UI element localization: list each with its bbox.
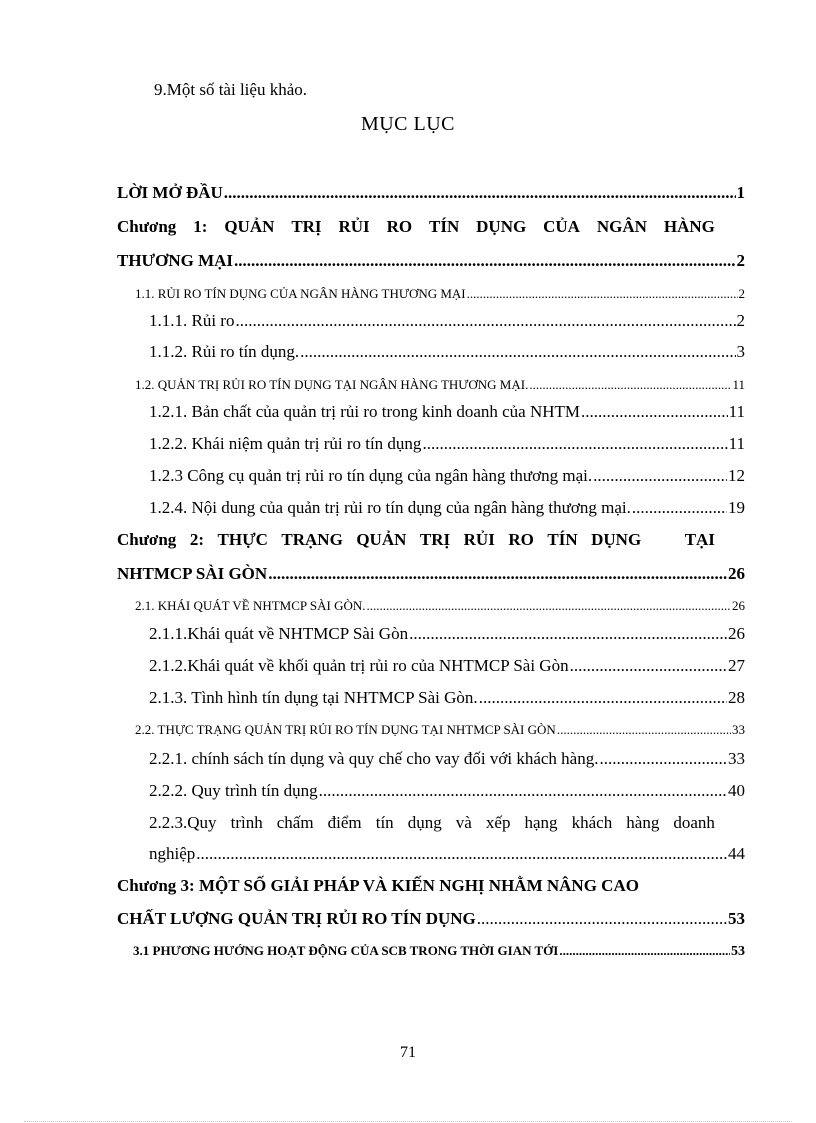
toc-entry-1-1-2[interactable]: [149, 342, 745, 362]
toc-entry-label: 2.1. KHÁI QUÁT VỀ NHTMCP SÀI GÒN.: [135, 598, 366, 613]
toc-chapter-3-line-2[interactable]: [117, 909, 745, 929]
toc-page-number: 19: [728, 498, 745, 517]
toc-entry-label: nghiệp: [149, 844, 196, 863]
toc-leader: [367, 598, 731, 614]
toc-entry-label: 1.1.1. Rủi ro: [149, 311, 235, 330]
toc-chapter-1-line-1[interactable]: Chương 1: QUẢN TRỊ RỦI RO TÍN DỤNG CỦA NGÂN HÀNG: [117, 217, 715, 236]
toc-entry-label: 1.2.4. Nội dung của quản trị rủi ro tín dụng của ngân hàng thương mại.: [149, 498, 631, 517]
toc-entry-2-2-3-line-1[interactable]: 2.2.3.Quy trình chấm điểm tín dụng và xếp hạng khách hàng doanh: [149, 813, 715, 832]
toc-entry-3-1[interactable]: [133, 943, 745, 960]
toc-page-number: 2: [736, 311, 745, 330]
toc-entry-label: 1.2.2. Khái niệm quản trị rủi ro tín dụng: [149, 434, 422, 453]
toc-page-number: 26: [732, 598, 745, 613]
toc-leader: [529, 377, 731, 393]
toc-entry-loi-mo-dau[interactable]: [117, 183, 745, 203]
toc-entry-label: 1.2.3 Công cụ quản trị rủi ro tín dụng của ngân hàng thương mại.: [149, 466, 593, 485]
toc-page-number: 11: [728, 402, 745, 421]
toc-leader: [479, 688, 727, 708]
toc-entry-2-2-2[interactable]: [149, 781, 745, 801]
toc-entry-1-2-1[interactable]: [149, 402, 745, 422]
toc-leader: [224, 183, 736, 203]
toc-page-number: 33: [732, 722, 745, 737]
toc-entry-label: 2.1.1.Khái quát về NHTMCP Sài Gòn: [149, 624, 409, 643]
toc-chapter-1-line-2[interactable]: [117, 251, 745, 271]
toc-leader: [593, 466, 727, 486]
toc-page-number: 26: [728, 624, 745, 643]
toc-leader: [268, 564, 727, 584]
toc-page-number: 53: [728, 909, 745, 928]
toc-page-number: 3: [736, 342, 745, 361]
toc-page-number: 26: [728, 564, 745, 583]
toc-page-number: 40: [728, 781, 745, 800]
toc-entry-2-1-1[interactable]: [149, 624, 745, 644]
toc-leader: [235, 311, 735, 331]
toc-page-number: 33: [728, 749, 745, 768]
toc-entry-label: 1.2.1. Bản chất của quản trị rủi ro trong kinh doanh của NHTM: [149, 402, 581, 421]
toc-entry-label: 2.2. THỰC TRẠNG QUẢN TRỊ RỦI RO TÍN DỤNG TẠI NHTMCP SÀI GÒN: [135, 722, 556, 737]
page-number: 71: [400, 1044, 416, 1061]
toc-leader: [559, 943, 730, 959]
toc-chapter-2-line-2[interactable]: [117, 564, 745, 584]
toc-entry-label: NHTMCP SÀI GÒN: [117, 564, 268, 583]
toc-leader: [599, 749, 727, 769]
toc-entry-1-2[interactable]: [135, 377, 745, 393]
toc-entry-2-1-3[interactable]: [149, 688, 745, 708]
toc-entry-2-1-2[interactable]: [149, 656, 745, 676]
toc-entry-2-2-1[interactable]: [149, 749, 745, 769]
toc-leader: [467, 286, 738, 302]
toc-entry-label: 2.1.3. Tình hình tín dụng tại NHTMCP Sài Gòn.: [149, 688, 478, 707]
toc-entry-label: LỜI MỞ ĐẦU: [117, 183, 223, 202]
toc-page-number: 2: [738, 286, 745, 301]
toc-entry-label: 3.1 PHƯƠNG HƯỚNG HOẠT ĐỘNG CỦA SCB TRONG THỜI GIAN TỚI: [133, 943, 559, 958]
toc-entry-label: 2.1.2.Khái quát về khối quản trị rủi ro của NHTMCP Sài Gòn: [149, 656, 569, 675]
toc-page-number: 2: [736, 251, 745, 270]
toc-entry-2-1[interactable]: [135, 598, 745, 614]
toc-entry-label: 1.2. QUẢN TRỊ RỦI RO TÍN DỤNG TẠI NGÂN HÀNG THƯƠNG MẠI.: [135, 377, 529, 392]
toc-leader: [196, 844, 727, 864]
toc-entry-2-2[interactable]: [135, 722, 745, 738]
intro-text: 9.Một số tài liệu khảo.: [154, 80, 307, 99]
toc-leader: [632, 498, 727, 518]
toc-leader: [581, 402, 728, 422]
toc-page-number: 53: [731, 944, 745, 959]
toc-page-number: 27: [728, 656, 745, 675]
toc-page-number: 44: [728, 844, 745, 863]
toc-chapter-3-line-1[interactable]: Chương 3: MỘT SỐ GIẢI PHÁP VÀ KIẾN NGHỊ NHẰM NÂNG CAO: [117, 876, 639, 895]
toc-page-number: 11: [732, 377, 745, 392]
toc-leader: [570, 656, 727, 676]
toc-entry-1-2-3[interactable]: [149, 466, 745, 486]
toc-entry-label: CHẤT LƯỢNG QUẢN TRỊ RỦI RO TÍN DỤNG: [117, 909, 476, 928]
toc-entry-1-1[interactable]: [135, 286, 745, 302]
page-title: MỤC LỤC: [360, 113, 456, 135]
toc-page-number: 1: [736, 183, 745, 202]
toc-entry-label: 1.1.2. Rủi ro tín dụng.: [149, 342, 300, 361]
toc-entry-label: THƯƠNG MẠI: [117, 251, 234, 270]
toc-leader: [234, 251, 735, 271]
toc-leader: [300, 342, 735, 362]
toc-page-number: 12: [728, 466, 745, 485]
toc-leader: [409, 624, 727, 644]
toc-entry-2-2-3-line-2[interactable]: [149, 844, 745, 864]
toc-leader: [477, 909, 727, 929]
toc-page-number: 28: [728, 688, 745, 707]
toc-entry-label: 2.2.1. chính sách tín dụng và quy chế cho vay đối với khách hàng.: [149, 749, 599, 768]
toc-entry-1-2-2[interactable]: [149, 434, 745, 454]
toc-leader: [557, 722, 731, 738]
toc-entry-label: 1.1. RỦI RO TÍN DỤNG CỦA NGÂN HÀNG THƯƠNG MẠI: [135, 286, 466, 301]
toc-leader: [422, 434, 727, 454]
toc-chapter-2-line-1[interactable]: Chương 2: THỰC TRẠNG QUẢN TRỊ RỦI RO TÍN DỤNG TẠI: [117, 530, 715, 549]
toc-entry-label: 2.2.2. Quy trình tín dụng: [149, 781, 318, 800]
toc-page-number: 11: [728, 434, 745, 453]
toc-entry-1-1-1[interactable]: [149, 311, 745, 331]
page-bottom-divider: [24, 1121, 792, 1122]
toc-leader: [319, 781, 727, 801]
toc-entry-1-2-4[interactable]: [149, 498, 745, 518]
